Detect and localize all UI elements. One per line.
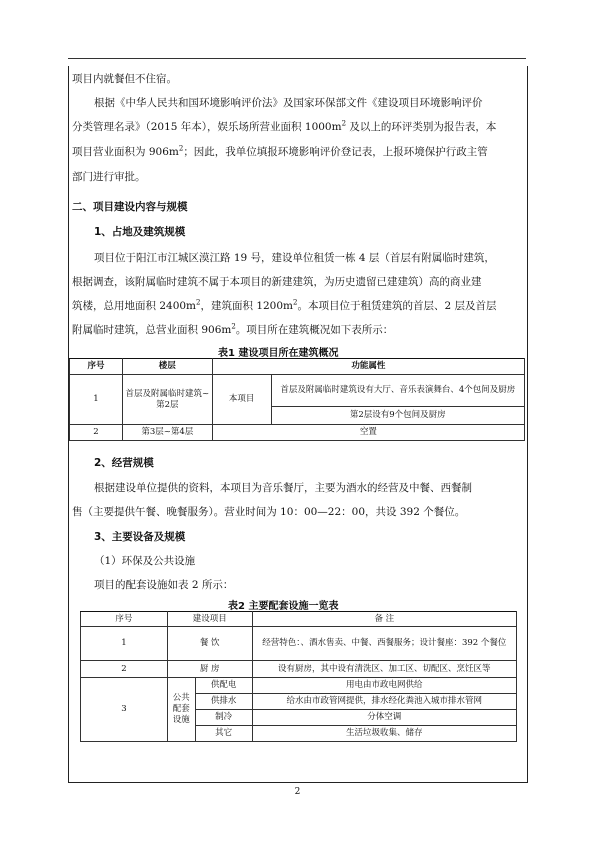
para-4-line1: 根据建设单位提供的资料，本项目为音乐餐厅，主要为酒水的经营及中餐、西餐制 xyxy=(94,482,472,494)
table-1-row2-function: 空置 xyxy=(212,425,524,441)
table-2-caption: 表2 主要配套设施一览表 xyxy=(228,601,339,612)
subheading-2: 2、经营规模 xyxy=(94,457,154,469)
table-2-row3-no: 3 xyxy=(81,678,168,742)
table-1-row1-func1: 首层及附属临时建筑设有大厅、音乐表演舞台、4个包间及厨房 xyxy=(271,375,524,407)
table-1-header-floor: 楼层 xyxy=(122,359,212,375)
table-1-row1-func2: 第2层设有9个包间及厨房 xyxy=(271,407,524,425)
table-2-sub-note: 用电由市政电网供给 xyxy=(252,678,516,694)
para-2-line3: 项目营业面积为 $906m^2$；因此，我单位填报环境影响评价登记表，上报环境保护行政主管 xyxy=(72,144,488,158)
table-2-sub-note: 生活垃圾收集、储存 xyxy=(252,726,516,742)
page-number: 2 xyxy=(294,787,301,797)
subheading-3: 3、主要设备及规模 xyxy=(94,531,186,543)
table-2-header-note: 备 注 xyxy=(252,612,516,627)
table-1-row1-floor: 首层及附属临时建筑~第2层 xyxy=(122,375,212,425)
table-2-row1-item: 餐 饮 xyxy=(167,627,252,661)
table-1-row1-owner: 本项目 xyxy=(212,375,271,425)
table-2-sub-name: 供排水 xyxy=(195,694,252,710)
para-3-line3: 筑楼，总用地面积 $2400m^2$，建筑面积 $1200m^2$。本项目位于租赁建筑的首层、2 层及首层 xyxy=(72,298,497,312)
para-3-line1: 项目位于阳江市江城区漠江路 19 号，建设单位租赁一栋 4 层（首层有附属临时建筑， xyxy=(94,252,495,264)
header-rule xyxy=(68,58,526,59)
table-2-row1-no: 1 xyxy=(81,627,168,661)
table-2-sub-name: 供配电 xyxy=(195,678,252,694)
para-3-line4: 附属临时建筑，总营业面积 $906m^2$。项目所在建筑概况如下表所示： xyxy=(72,322,394,336)
table-1-caption: 表1 建设项目所在建筑概况 xyxy=(218,348,339,359)
table-2-header-item: 建设项目 xyxy=(167,612,252,627)
table-1-row1-no: 1 xyxy=(70,375,123,425)
table-2-row3-group: 公共配套设施 xyxy=(167,678,195,742)
table-1-header-no: 序号 xyxy=(70,359,123,375)
subheading-1: 1、占地及建筑规模 xyxy=(94,226,186,238)
para-2-line2: 分类管理名录》（2015 年本），娱乐场所营业面积 $1000m^2$ 及以上的环评类别为报告表，本 xyxy=(72,119,497,133)
table-2-sub-name: 其它 xyxy=(195,726,252,742)
para-4-line2: 售（主要提供午餐、晚餐服务）。营业时间为 10：00—22：00，共设 392 个餐位。 xyxy=(72,506,466,518)
para-1: 项目内就餐但不住宿。 xyxy=(72,73,177,85)
table-2-row2-no: 2 xyxy=(81,661,168,678)
table-1 xyxy=(69,358,525,441)
para-3-line2: 根据调查，该附属临时建筑不属于本项目的新建建筑，为历史遗留已建建筑）高的商业建 xyxy=(72,276,482,288)
para-2-line4: 部门进行审批。 xyxy=(72,171,146,183)
table-2-row2-item: 厨 房 xyxy=(167,661,252,678)
table-2-sub-note: 分体空调 xyxy=(252,710,516,726)
para-5: 项目的配套设施如表 2 所示： xyxy=(94,579,234,591)
table-1-row2-no: 2 xyxy=(70,425,123,441)
table-1-row2-floor: 第3层~第4层 xyxy=(122,425,212,441)
para-2-line1: 根据《中华人民共和国环境影响评价法》及国家环保部文件《建设项目环境影响评价 xyxy=(94,97,483,109)
section-heading-2: 二、项目建设内容与规模 xyxy=(72,201,188,213)
table-2-row2-note: 设有厨房，其中设有清洗区、加工区、切配区、烹饪区等 xyxy=(252,661,516,678)
table-2 xyxy=(80,611,517,742)
table-2-sub-name: 制冷 xyxy=(195,710,252,726)
table-1-header-function: 功能属性 xyxy=(212,359,524,375)
table-2-sub-note: 给水由市政管网提供，排水经化粪池入城市排水管网 xyxy=(252,694,516,710)
table-2-row1-note: 经营特色：、酒水售卖、中餐、西餐服务；设计餐座：392 个餐位 xyxy=(252,627,516,661)
table-2-header-no: 序号 xyxy=(81,612,168,627)
subheading-3-1: （1）环保及公共设施 xyxy=(94,555,196,567)
